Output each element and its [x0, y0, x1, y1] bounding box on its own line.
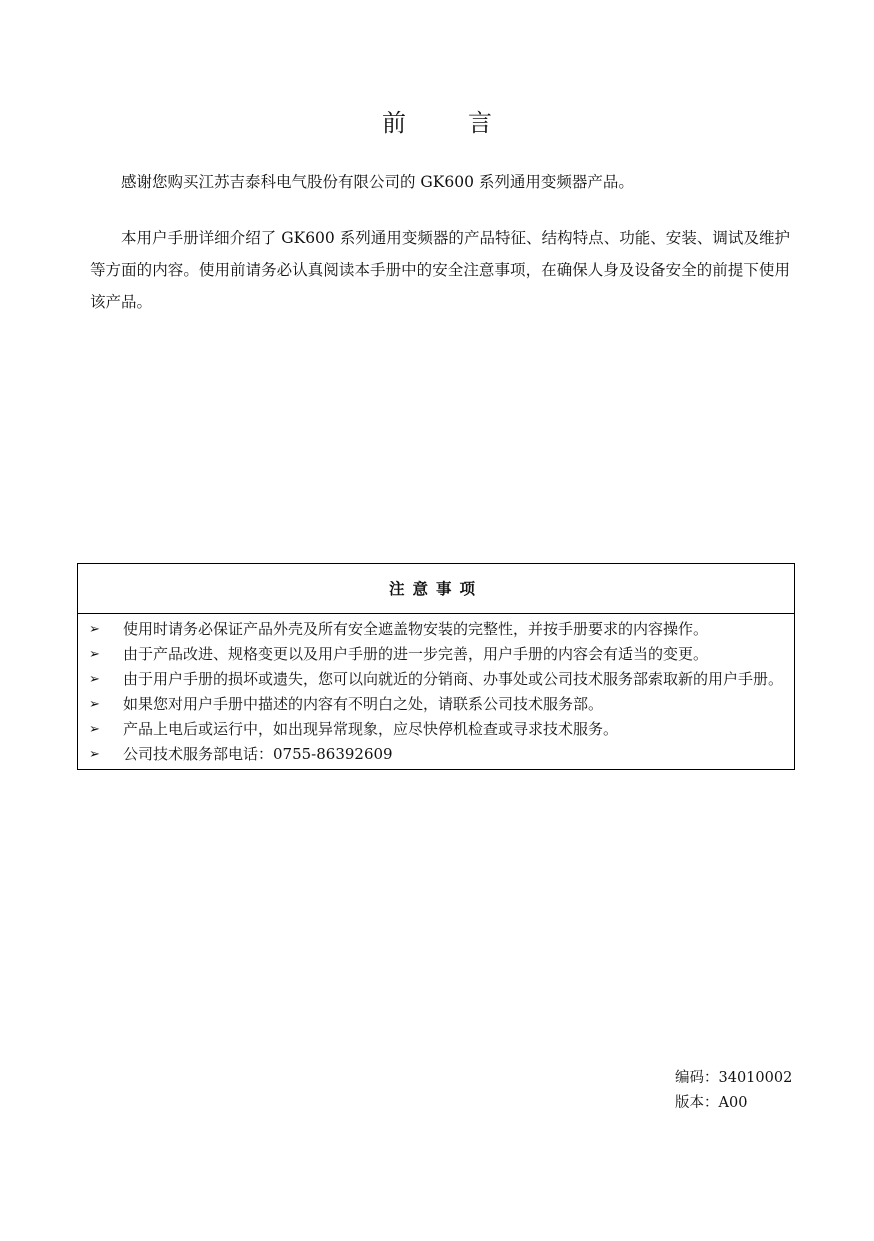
list-item	[78, 692, 794, 717]
notice-text: 由于产品改进、规格变更以及用户手册的进一步完善，用户手册的内容会有适当的变更。	[123, 645, 709, 663]
list-item	[78, 742, 794, 767]
arrow-bullet-icon: ➢	[89, 672, 100, 687]
notice-text: 使用时请务必保证产品外壳及所有安全遮盖物安装的完整性，并按手册要求的内容操作。	[123, 620, 709, 638]
notice-heading: 注意事项	[78, 564, 794, 614]
list-item	[78, 642, 794, 667]
arrow-bullet-icon: ➢	[89, 722, 100, 737]
intro-paragraph-thanks: 感谢您购买江苏吉泰科电气股份有限公司的 GK600 系列通用变频器产品。	[121, 173, 634, 191]
notice-text: 产品上电后或运行中，如出现异常现象，应尽快停机检查或寻求技术服务。	[123, 720, 619, 738]
arrow-bullet-icon: ➢	[89, 622, 100, 637]
intro-paragraph-overview: 本用户手册详细介绍了 GK600 系列通用变频器的产品特征、结构特点、功能、安装、调试及维护等方面的内容。使用前请务必认真阅读本手册中的安全注意事项，在确保人身及设备安全的前提下使用该产品。	[90, 229, 790, 311]
notice-box	[77, 563, 795, 770]
notice-text: 由于用户手册的损坏或遗失，您可以向就近的分销商、办事处或公司技术服务部索取新的用户手册。	[123, 670, 784, 688]
notice-text: 如果您对用户手册中描述的内容有不明白之处，请联系公司技术服务部。	[123, 695, 604, 713]
arrow-bullet-icon: ➢	[89, 697, 100, 712]
document-footer	[675, 1066, 792, 1116]
title-char-left: 前	[382, 109, 406, 137]
arrow-bullet-icon: ➢	[89, 647, 100, 662]
list-item	[78, 617, 794, 642]
list-item	[78, 667, 794, 692]
page-title	[0, 108, 874, 138]
list-item	[78, 717, 794, 742]
document-code: 编码：34010002	[675, 1070, 793, 1086]
notice-list	[78, 614, 794, 769]
notice-text: 公司技术服务部电话：0755-86392609	[123, 745, 393, 763]
arrow-bullet-icon: ➢	[89, 747, 100, 762]
document-version: 版本：A00	[675, 1095, 748, 1111]
title-char-right: 言	[468, 109, 492, 137]
